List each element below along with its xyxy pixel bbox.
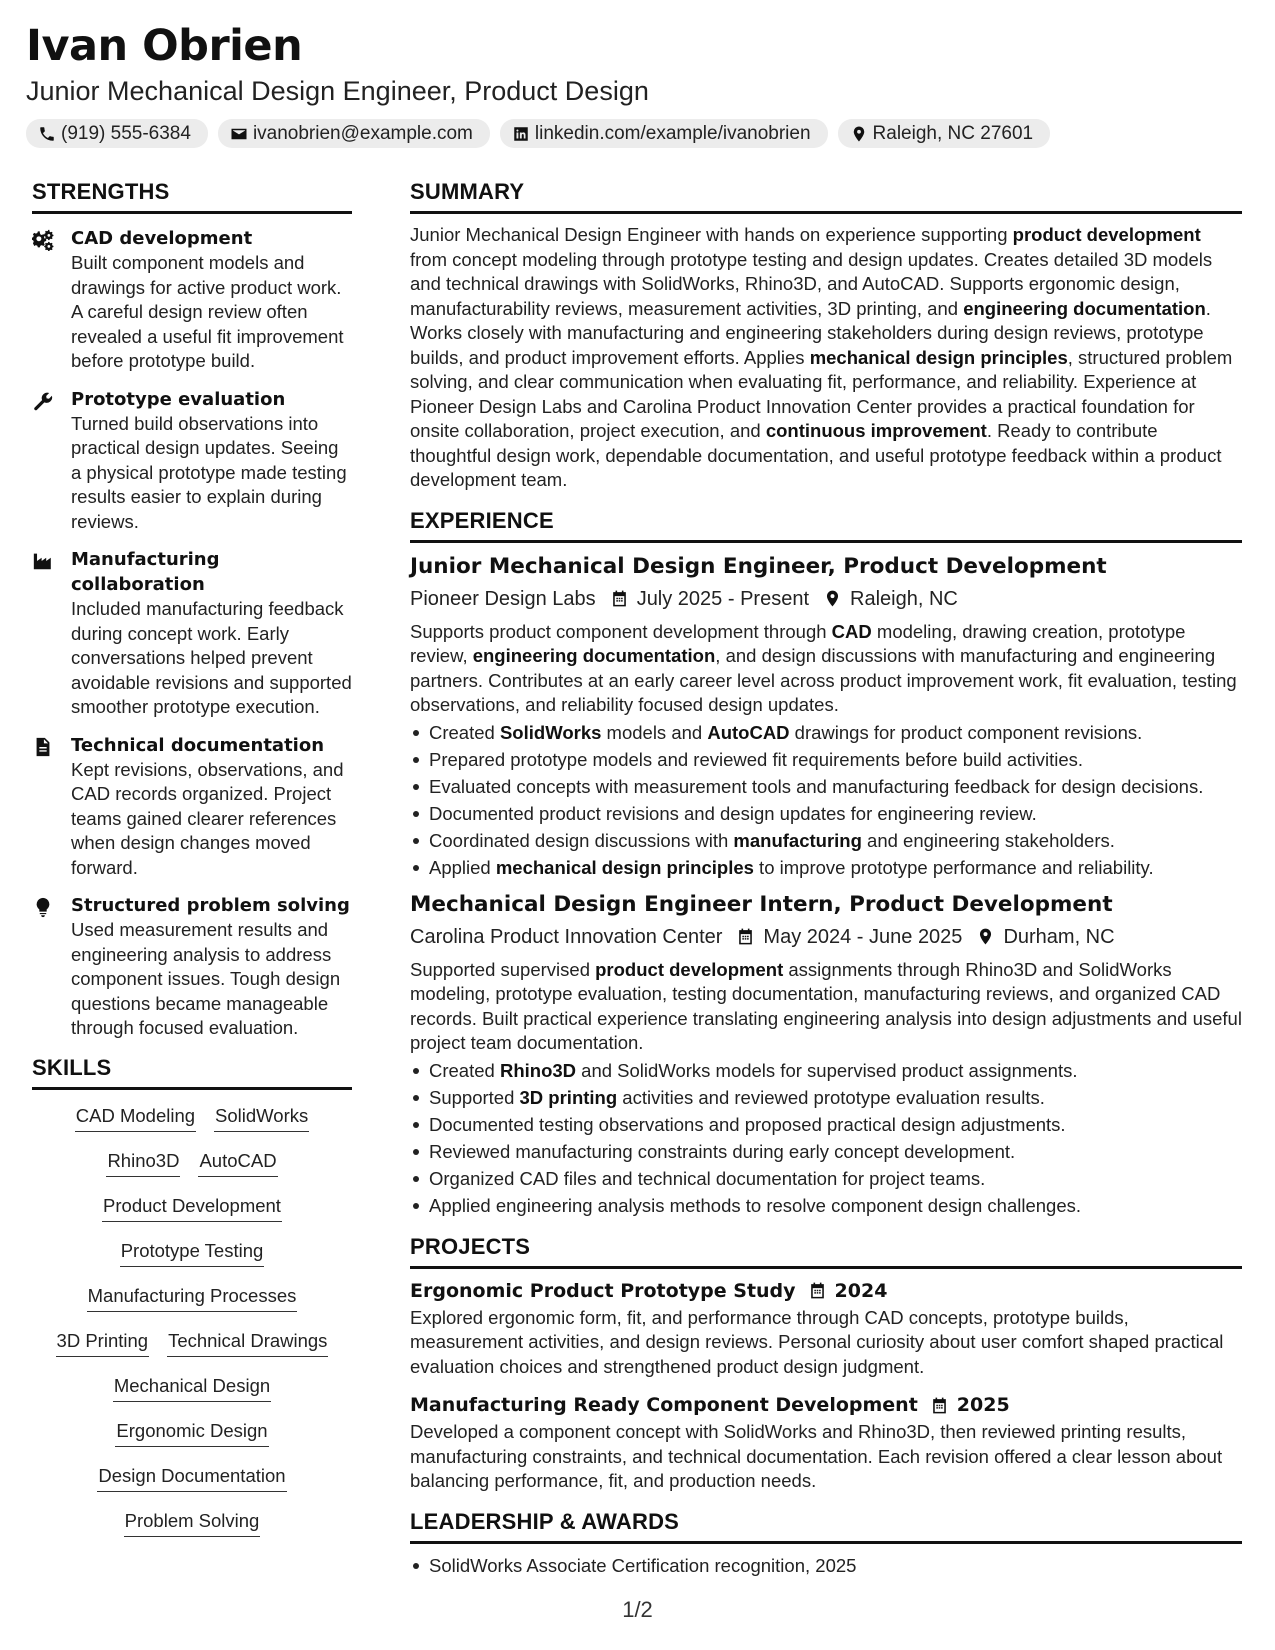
project-year: 2025 <box>956 1394 1010 1416</box>
skill-tag: Ergonomic Design <box>115 1419 268 1447</box>
strengths-heading: STRENGTHS <box>32 178 352 214</box>
project-year: 2024 <box>834 1279 888 1302</box>
contact-bar <box>26 119 1249 148</box>
map-pin-icon <box>823 589 842 608</box>
leadership-heading: LEADERSHIP & AWARDS <box>410 1508 1242 1544</box>
job-description: Supports product component development through CAD modeling, drawing creation, prototype review, engineering documentation, and design discussions with manufacturing and engineering partners. Contributes at an early career level across product improvement work, fit evaluation, testing observations, and reliability focused design updates. <box>410 620 1237 715</box>
skill-row <box>32 1104 352 1149</box>
job-entry <box>410 890 1242 1219</box>
envelope-icon <box>230 125 248 143</box>
project-entry <box>410 1277 1242 1380</box>
bullet-item: Supported 3D printing activities and reviewed prototype evaluation results. <box>410 1084 1242 1111</box>
location-chip <box>838 119 1051 148</box>
strength-desc: Kept revisions, observations, and CAD records organized. Project teams gained clearer references when design changes moved forward. <box>71 758 344 878</box>
strength-item <box>32 733 352 881</box>
job-description: Supported supervised product development assignments through Rhino3D and SolidWorks modeling, prototype evaluation, testing documentation, manufacturing reviews, and organized CAD records. Built practical experience translating engineering analysis into design adjustments and useful project team documentation. <box>410 958 1242 1053</box>
projects-heading: PROJECTS <box>410 1233 1242 1269</box>
strength-desc: Built component models and drawings for active product work. A careful design review often revealed a useful fit improvement before prototype build. <box>71 252 344 371</box>
wrench-icon <box>32 390 54 412</box>
skill-row <box>32 1374 352 1419</box>
job-entry <box>410 552 1242 881</box>
document-icon <box>32 736 54 758</box>
job-company: Carolina Product Innovation Center <box>410 925 723 948</box>
map-pin-icon <box>976 927 995 946</box>
skill-tag: Rhino3D <box>106 1149 180 1177</box>
leadership-section <box>410 1508 1242 1579</box>
page-number: 1/2 <box>622 1597 653 1622</box>
skills-list <box>32 1104 352 1554</box>
skills-section <box>32 1054 352 1554</box>
job-location: Raleigh, NC <box>850 587 958 610</box>
project-header <box>410 1277 1242 1305</box>
bullet-item: Organized CAD files and technical documentation for project teams. <box>410 1165 1242 1192</box>
gears-icon <box>32 229 54 251</box>
strength-title: Structured problem solving <box>71 895 350 916</box>
skill-tag: Technical Drawings <box>167 1329 328 1357</box>
skill-row <box>32 1239 352 1284</box>
bullet-item: Applied mechanical design principles to improve prototype performance and reliability. <box>410 854 1242 881</box>
linkedin-icon <box>512 125 530 143</box>
resume-header <box>26 20 1249 148</box>
map-pin-icon <box>850 125 868 143</box>
strength-desc: Included manufacturing feedback during concept work. Early conversations helped prevent avoidable revisions and supported smoother prototype execution. <box>71 598 352 717</box>
skill-tag: Manufacturing Processes <box>87 1284 298 1312</box>
job-meta <box>410 922 1242 952</box>
skill-tag: Product Development <box>102 1194 282 1222</box>
phone-text: (919) 555-6384 <box>61 122 191 144</box>
job-company: Pioneer Design Labs <box>410 587 596 610</box>
email-chip[interactable] <box>218 119 490 148</box>
strength-item <box>32 226 352 374</box>
bullet-item: Prepared prototype models and reviewed fit requirements before build activities. <box>410 746 1242 773</box>
bullet-item: Documented testing observations and proposed practical design adjustments. <box>410 1111 1242 1138</box>
bullet-item: Documented product revisions and design updates for engineering review. <box>410 800 1242 827</box>
strength-desc: Used measurement results and engineering analysis to address component issues. Tough design questions became manageable through focused evaluation. <box>71 919 341 1038</box>
phone-chip[interactable] <box>26 119 208 148</box>
skill-row <box>32 1464 352 1509</box>
skill-tag: Mechanical Design <box>113 1374 271 1402</box>
job-dates: May 2024 - June 2025 <box>763 925 963 948</box>
skill-tag: Design Documentation <box>97 1464 286 1492</box>
calendar-icon <box>610 589 629 608</box>
project-title: Manufacturing Ready Component Development <box>410 1394 918 1416</box>
job-title: Junior Mechanical Design Engineer, Product Development <box>410 553 1107 579</box>
bullet-item: Coordinated design discussions with manufacturing and engineering stakeholders. <box>410 827 1242 854</box>
skill-tag: Prototype Testing <box>120 1239 265 1267</box>
job-location: Durham, NC <box>1003 925 1115 948</box>
project-description: Developed a component concept with SolidWorks and Rhino3D, then reviewed printing results, manufacturing constraints, and technical documentation. Each revision offered a clear lesson about balancing performance, fit, and production needs. <box>410 1421 1223 1491</box>
strength-desc: Turned build observations into practical design updates. Seeing a physical prototype made testing results easier to explain during reviews. <box>71 412 347 532</box>
strength-title: Manufacturing collaboration <box>71 549 220 595</box>
job-bullets <box>410 1057 1242 1219</box>
job-bullets <box>410 719 1242 881</box>
skill-row <box>32 1419 352 1464</box>
skill-row <box>32 1149 352 1194</box>
strength-item <box>32 547 352 720</box>
project-header <box>410 1391 1242 1419</box>
right-column <box>410 178 1242 1579</box>
job-meta <box>410 584 1242 614</box>
phone-icon <box>38 125 56 143</box>
strengths-section <box>32 178 352 1041</box>
linkedin-text: linkedin.com/example/ivanobrien <box>534 122 811 144</box>
linkedin-chip[interactable] <box>500 119 828 148</box>
summary-heading: SUMMARY <box>410 178 1242 214</box>
summary-section <box>410 178 1242 493</box>
projects-section <box>410 1233 1242 1494</box>
leadership-list <box>410 1552 1242 1579</box>
calendar-icon <box>930 1396 949 1415</box>
experience-heading: EXPERIENCE <box>410 507 1242 543</box>
bullet-item: Created Rhino3D and SolidWorks models for supervised product assignments. <box>410 1057 1242 1084</box>
calendar-icon <box>808 1281 827 1300</box>
left-column <box>32 178 352 1554</box>
skill-tag: SolidWorks <box>214 1104 309 1132</box>
lightbulb-icon <box>32 896 54 918</box>
skills-heading: SKILLS <box>32 1054 352 1090</box>
email-text: ivanobrien@example.com <box>252 122 473 144</box>
strength-title: Prototype evaluation <box>71 388 286 410</box>
strength-item <box>32 893 352 1041</box>
project-title: Ergonomic Product Prototype Study <box>410 1279 796 1302</box>
project-description: Explored ergonomic form, fit, and performance through CAD concepts, prototype builds, measurement activities, and design reviews. Personal curiosity about user comfort shaped practical evaluation choices and strengthened product design judgment. <box>410 1306 1224 1377</box>
skill-row <box>32 1284 352 1329</box>
candidate-title: Junior Mechanical Design Engineer, Product Design <box>26 76 649 106</box>
strengths-list <box>32 226 352 1041</box>
strength-item <box>32 387 352 535</box>
strength-title: Technical documentation <box>71 734 325 756</box>
project-entry <box>410 1391 1242 1494</box>
bullet-item: Reviewed manufacturing constraints during early concept development. <box>410 1138 1242 1165</box>
industry-icon <box>32 550 54 572</box>
candidate-name: Ivan Obrien <box>26 21 303 71</box>
skill-tag: 3D Printing <box>56 1329 150 1357</box>
experience-section <box>410 507 1242 1219</box>
award-item: SolidWorks Associate Certification recognition, 2025 <box>410 1552 1242 1579</box>
location-text: Raleigh, NC 27601 <box>872 122 1034 144</box>
bullet-item: Evaluated concepts with measurement tools and manufacturing feedback for design decisions. <box>410 773 1242 800</box>
skill-tag: CAD Modeling <box>75 1104 196 1132</box>
skill-row <box>32 1329 352 1374</box>
skill-row <box>32 1509 352 1554</box>
bullet-item: Applied engineering analysis methods to resolve component design challenges. <box>410 1192 1242 1219</box>
skill-tag: AutoCAD <box>198 1149 277 1177</box>
bullet-item: Created SolidWorks models and AutoCAD drawings for product component revisions. <box>410 719 1242 746</box>
summary-text: Junior Mechanical Design Engineer with hands on experience supporting product development from concept modeling through prototype testing and design updates. Creates detailed 3D models and technical drawings with SolidWorks, Rhino3D, and AutoCAD. Supports ergonomic design, manufacturability reviews, measurement activities, 3D printing, and engineering documentation. Works closely with manufacturing and engineering stakeholders during design reviews, prototype builds, and product improvement efforts. Applies mechanical design principles, structured problem solving, and clear communication when evaluating fit, performance, and reliability. Experience at Pioneer Design Labs and Carolina Product Innovation Center provides a practical foundation for onsite collaboration, project execution, and continuous improvement. Ready to contribute thoughtful design work, dependable documentation, and useful prototype feedback within a product development team. <box>410 224 1233 490</box>
calendar-icon <box>736 927 755 946</box>
job-title: Mechanical Design Engineer Intern, Product Development <box>410 891 1113 917</box>
skill-tag: Problem Solving <box>124 1509 261 1537</box>
strength-title: CAD development <box>71 228 253 249</box>
skill-row <box>32 1194 352 1239</box>
job-dates: July 2025 - Present <box>636 587 810 610</box>
